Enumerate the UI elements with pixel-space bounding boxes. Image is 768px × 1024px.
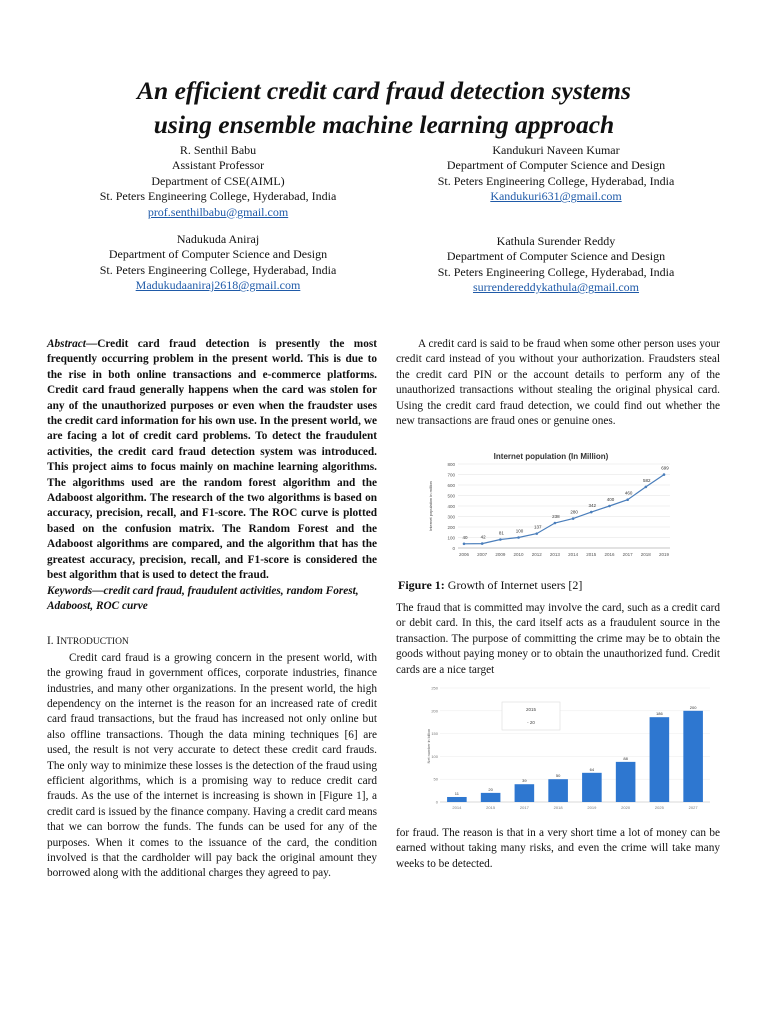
x-tick-label: 2017: [622, 552, 633, 557]
data-label: 280: [570, 509, 578, 515]
data-label: 81: [498, 530, 504, 536]
data-label: 137: [533, 524, 542, 530]
data-point: [608, 505, 611, 508]
bar-value-label: 11: [454, 790, 459, 796]
data-point: [535, 532, 538, 535]
right-column-middle: [396, 601, 720, 678]
x-tick-label: 2019: [658, 552, 670, 557]
bar: [650, 717, 670, 802]
data-label: 460: [624, 490, 633, 496]
y-tick-label: 0: [452, 546, 455, 551]
keywords-paragraph: [47, 584, 377, 615]
annotation-entry: - 20: [527, 720, 535, 725]
bar-value-label: 186: [656, 711, 663, 717]
x-tick-label: 2020: [621, 805, 631, 810]
growth-bar-chart: [424, 682, 714, 820]
paper-title: [40, 74, 728, 142]
author-name: Nadukuda Aniraj: [176, 232, 260, 246]
y-tick-label: 400: [447, 504, 455, 509]
x-tick-label: 2018: [640, 552, 651, 557]
data-point: [481, 542, 484, 545]
bar: [616, 762, 636, 802]
abstract-dash: —: [85, 338, 98, 350]
y-tick-label: 200: [431, 708, 438, 714]
x-tick-label: 2009: [495, 552, 506, 557]
author-email-link[interactable]: Kandukuri631@gmail.com: [490, 189, 622, 204]
data-label: 699: [661, 465, 669, 471]
bar-value-label: 20: [488, 786, 493, 792]
title-line-2: using ensemble machine learning approach: [153, 110, 615, 139]
author-affiliation-line: St. Peters Engineering College, Hyderabad, India: [437, 264, 675, 279]
y-tick-label: 600: [447, 483, 455, 488]
x-tick-label: 2015: [486, 805, 496, 810]
author-name: R. Senthil Babu: [179, 143, 257, 157]
author-affiliation-line: St. Peters Engineering College, Hyderabad, India: [437, 173, 675, 188]
y-axis-label: Internet population in million: [428, 481, 433, 531]
y-tick-label: 200: [447, 525, 455, 530]
data-point: [517, 536, 520, 539]
author-name: Kathula Surender Reddy: [496, 234, 616, 248]
bar: [447, 797, 467, 802]
figure-1-label: Figure 1:: [398, 578, 445, 592]
x-tick-label: 2010: [513, 552, 524, 557]
data-point: [572, 517, 575, 520]
abstract-paragraph: [47, 337, 377, 584]
y-tick-label: 100: [431, 753, 438, 759]
section-heading-introduction: [47, 634, 377, 650]
x-tick-label: 2006: [458, 552, 470, 557]
right-paragraph-2: The fraud that is committed may involve the card, such as a credit card or debit card. In this, the card itself acts as a fraudulent source in the transaction. The purpose of committing the crime may be to obtain the goods without paying money or to obtain the unauthorized fund. Credit cards are a nice target: [396, 602, 720, 676]
author-block-3: [58, 232, 378, 294]
author-email-link[interactable]: Madukudaaniraj2618@gmail.com: [135, 278, 301, 293]
x-tick-label: 2012: [531, 552, 542, 557]
figure-1-chart: [424, 448, 678, 564]
data-label: 42: [480, 534, 486, 540]
data-label: 342: [588, 503, 597, 509]
figure-2-chart: [424, 682, 714, 820]
x-tick-label: 2013: [549, 552, 560, 557]
y-tick-label: 250: [431, 685, 438, 691]
data-label: 400: [606, 497, 615, 502]
data-point: [554, 522, 557, 525]
x-tick-label: 2015: [586, 552, 597, 557]
author-affiliation-line: St. Peters Engineering College, Hyderabad, India: [99, 189, 337, 204]
y-tick-label: 300: [447, 514, 455, 520]
author-email-link[interactable]: prof.senthilbabu@gmail.com: [147, 204, 289, 219]
bar: [515, 784, 535, 802]
author-block-4: [396, 234, 716, 296]
data-label: 238: [552, 514, 560, 520]
data-label: 40: [462, 534, 468, 540]
x-tick-label: 2014: [452, 805, 462, 810]
data-label: 100: [515, 528, 524, 534]
data-point: [463, 543, 466, 546]
left-column: [47, 337, 377, 882]
bar-value-label: 64: [589, 766, 595, 772]
data-point: [645, 486, 648, 489]
y-tick-label: 700: [447, 472, 455, 478]
bar: [683, 711, 703, 802]
bar: [548, 779, 568, 802]
author-affiliation-line: Department of Computer Science and Design: [108, 247, 328, 262]
y-tick-label: 800: [447, 462, 455, 467]
x-tick-label: 2017: [519, 805, 529, 810]
title-line-1: An efficient credit card fraud detection systems: [137, 76, 631, 105]
bar: [481, 793, 501, 802]
y-tick-label: 50: [433, 776, 438, 782]
y-tick-label: 500: [447, 493, 455, 499]
y-tick-label: 150: [431, 731, 438, 737]
y-axis-label: Net number in billion: [427, 728, 431, 764]
chart-title: Internet population (In Million): [493, 452, 609, 461]
data-label: 582: [643, 477, 651, 483]
right-paragraph-1: A credit card is said to be fraud when some other person uses your credit card instead of you without your authorization. Fraudsters steal the credit card PIN or the account details to perform any of the unauthorized transactions without stealing the original physical card. Using the credit card fraud detection, we could find out whether the new transactions are fraud ones or genuine ones.: [396, 338, 720, 428]
abstract-label: Abstract: [47, 338, 86, 350]
data-point: [626, 498, 629, 501]
bar-value-label: 200: [689, 704, 697, 710]
x-tick-label: 2016: [604, 552, 615, 557]
abstract-text: Credit card fraud detection is presently the most frequently occurring problem in the present world. This is due to the rise in both online transactions and e-commerce platforms. Credit card fraud generally happens when the card was stolen for any of the unauthorized purposes or even when the fraudster uses the credit card information for his own use. In the present world, we are facing a lot of credit card problems. To detect the fraudulent activities, the credit card fraud detection system was introduced. This project aims to focus mainly on machine learning algorithms. The algorithms used are the random forest algorithm and the Adaboost algorithm. The research of the two algorithms is based on accuracy, precision, recall, and F1-score. The ROC curve is plotted based on the confusion matrix. The Random Forest and the Adaboost algorithms are compared, and the algorithm that has the greatest accuracy, precision, recall, and F1-score is considered the best algorithm that is used to detect the fraud.: [47, 338, 377, 582]
right-column-top: [396, 337, 720, 429]
author-email-link[interactable]: surrendereddykathula@gmail.com: [473, 280, 639, 295]
bar-value-label: 39: [522, 778, 527, 784]
y-tick-label: 0: [435, 799, 438, 805]
section-title: NTRODUCTION: [60, 637, 129, 648]
right-paragraph-3: for fraud. The reason is that in a very short time a lot of money can be earned without taking many risks, and even the crime will take many weeks to be detected.: [396, 827, 720, 870]
intro-paragraph: Credit card fraud is a growing concern in the present world, with the growing fraud in government offices, corporate industries, finance industries, and many other organizations. In the present world, the high dependency on the internet is the reason for an increased rate of credit card fraud transactions, but the fraud has increased not only online but also offline transactions. Though the data mining techniques [6] are used, the result is not very accurate to detect these credit card frauds. The only way to minimize these losses is the detection of the fraud using efficient algorithms, which is a promising way to reduce credit card frauds. As the use of the internet is increasing is shown in [Figure 1], a credit card is issued by the finance company. Having a credit card means that we can borrow the funds. The funds can be used for any of the purposes. When it comes to the issuance of the card, the condition involved is that the cardholder will pay back the original amount they borrowed along with the additional charges they agreed to pay.: [47, 651, 377, 880]
data-point: [663, 473, 666, 476]
right-column-bottom: [396, 826, 720, 872]
author-affiliation-line: Department of Computer Science and Design: [446, 249, 666, 264]
author-affiliation-line: St. Peters Engineering College, Hyderabad, India: [99, 262, 337, 277]
keywords-text: —credit card fraud, fraudulent activities, random Forest, Adaboost, ROC curve: [47, 584, 359, 612]
author-name: Kandukuri Naveen Kumar: [492, 143, 620, 157]
x-tick-label: 2014: [568, 552, 579, 557]
y-tick-label: 100: [447, 535, 455, 541]
internet-population-line-chart: [424, 448, 678, 564]
x-tick-label: 2007: [477, 552, 488, 557]
annotation-year: 2015: [525, 707, 537, 712]
keywords-label: Keywords: [47, 584, 93, 597]
x-tick-label: 2027: [688, 805, 698, 810]
author-affiliation-line: Department of Computer Science and Design: [446, 158, 666, 173]
bar-value-label: 88: [623, 755, 628, 761]
x-tick-label: 2025: [654, 805, 664, 810]
x-tick-label: 2018: [553, 805, 563, 810]
figure-1-caption-text: Growth of Internet users [2]: [444, 578, 583, 592]
x-tick-label: 2019: [587, 805, 597, 810]
author-block-1: [58, 143, 378, 220]
bar: [582, 773, 602, 802]
data-point: [499, 538, 502, 541]
data-point: [590, 511, 593, 514]
author-affiliation-line: Assistant Professor: [171, 158, 265, 173]
figure-1-caption: [398, 578, 582, 593]
author-affiliation-line: Department of CSE(AIML): [151, 173, 285, 188]
bar-value-label: 50: [555, 773, 561, 779]
section-number: I. I: [47, 635, 61, 648]
author-block-2: [396, 143, 716, 205]
